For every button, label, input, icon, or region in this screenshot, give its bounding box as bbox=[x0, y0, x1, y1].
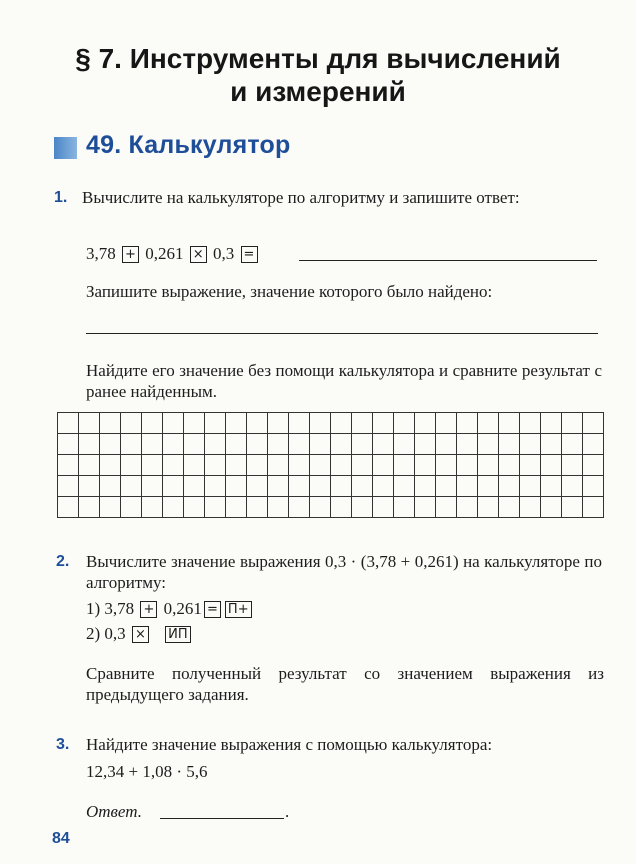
grid-cell bbox=[478, 476, 499, 497]
grid-cell bbox=[583, 476, 604, 497]
grid-cell bbox=[373, 455, 394, 476]
task1-prompt3: Найдите его значение без помощи калькулятора и сравните результат с ранее найденным. bbox=[86, 361, 602, 401]
grid-cell bbox=[184, 434, 205, 455]
task2-compare: Сравните полученный результат со значением выражения из предыдущего задания. bbox=[86, 664, 604, 704]
grid-cell bbox=[436, 434, 457, 455]
grid-cell bbox=[79, 455, 100, 476]
step1-operand-a: 3,78 bbox=[104, 599, 135, 618]
grid-cell bbox=[205, 413, 226, 434]
grid-cell bbox=[457, 413, 478, 434]
grid-cell bbox=[58, 434, 79, 455]
grid-cell bbox=[100, 413, 121, 434]
grid-cell bbox=[184, 497, 205, 518]
answer-label: Ответ. bbox=[86, 802, 142, 821]
answer-tail: . bbox=[285, 802, 290, 821]
grid-cell bbox=[163, 455, 184, 476]
chapter-title-line1: § 7. Инструменты для вычислений bbox=[75, 43, 561, 74]
task2-text: Вычислите значение выражения 0,3 · (3,78 + 0,261) на калькуляторе по алгоритму: bbox=[86, 552, 602, 592]
grid-cell bbox=[394, 497, 415, 518]
grid-cell bbox=[142, 476, 163, 497]
equals-key: = bbox=[241, 246, 258, 263]
grid-cell bbox=[457, 455, 478, 476]
equals-key: = bbox=[204, 601, 221, 618]
grid-cell bbox=[163, 476, 184, 497]
grid-cell bbox=[226, 413, 247, 434]
grid-cell bbox=[310, 455, 331, 476]
grid-cell bbox=[331, 455, 352, 476]
task3-number: 3. bbox=[56, 736, 70, 753]
grid-cell bbox=[163, 497, 184, 518]
grid-cell bbox=[415, 413, 436, 434]
grid-cell bbox=[268, 413, 289, 434]
grid-cell bbox=[331, 497, 352, 518]
step2-operand-a: 0,3 bbox=[104, 624, 126, 643]
grid-cell bbox=[562, 413, 583, 434]
step2-label: 2) bbox=[86, 624, 101, 643]
grid-cell bbox=[79, 434, 100, 455]
grid-cell bbox=[247, 413, 268, 434]
grid-cell bbox=[499, 455, 520, 476]
grid-cell bbox=[436, 455, 457, 476]
grid-cell bbox=[268, 455, 289, 476]
step1-label: 1) bbox=[86, 599, 101, 618]
grid-cell bbox=[142, 434, 163, 455]
grid-cell bbox=[436, 497, 457, 518]
grid-cell bbox=[352, 434, 373, 455]
memory-recall-key: ИП bbox=[165, 626, 191, 643]
grid-cell bbox=[58, 476, 79, 497]
answer-grid[interactable] bbox=[57, 412, 604, 518]
grid-cell bbox=[268, 434, 289, 455]
grid-cell bbox=[415, 434, 436, 455]
grid-cell bbox=[142, 497, 163, 518]
grid-cell bbox=[478, 455, 499, 476]
grid-cell bbox=[58, 413, 79, 434]
grid-cell bbox=[520, 455, 541, 476]
grid-cell bbox=[79, 497, 100, 518]
grid-cell bbox=[289, 434, 310, 455]
grid-cell bbox=[541, 434, 562, 455]
grid-cell bbox=[583, 455, 604, 476]
grid-cell bbox=[100, 455, 121, 476]
grid-cell bbox=[373, 434, 394, 455]
grid-cell bbox=[436, 413, 457, 434]
grid-cell bbox=[562, 434, 583, 455]
grid-cell bbox=[310, 434, 331, 455]
grid-cell bbox=[331, 434, 352, 455]
grid-cell bbox=[100, 434, 121, 455]
chapter-title-line2: и измерений bbox=[230, 76, 406, 107]
grid-cell bbox=[331, 413, 352, 434]
grid-cell bbox=[373, 413, 394, 434]
task1-algorithm bbox=[86, 243, 260, 264]
task1-text: Вычислите на калькуляторе по алгоритму и запишите ответ: bbox=[82, 188, 520, 207]
multiply-key: × bbox=[190, 246, 207, 263]
task1-number: 1. bbox=[54, 189, 68, 206]
grid-cell bbox=[163, 413, 184, 434]
grid-cell bbox=[247, 476, 268, 497]
grid-cell bbox=[58, 455, 79, 476]
task2-step1 bbox=[86, 598, 254, 619]
grid-cell bbox=[184, 413, 205, 434]
grid-cell bbox=[394, 434, 415, 455]
grid-cell bbox=[247, 497, 268, 518]
step1-operand-b: 0,261 bbox=[163, 599, 202, 618]
page-number: 84 bbox=[52, 830, 70, 847]
grid-cell bbox=[478, 434, 499, 455]
grid-cell bbox=[415, 497, 436, 518]
grid-cell bbox=[520, 476, 541, 497]
grid-cell bbox=[583, 413, 604, 434]
memory-add-key: П+ bbox=[225, 601, 252, 618]
grid-cell bbox=[457, 476, 478, 497]
grid-cell bbox=[121, 497, 142, 518]
grid-cell bbox=[247, 455, 268, 476]
plus-key: + bbox=[122, 246, 139, 263]
grid-cell bbox=[184, 476, 205, 497]
grid-cell bbox=[373, 497, 394, 518]
grid-cell bbox=[226, 497, 247, 518]
grid-cell bbox=[79, 413, 100, 434]
grid-cell bbox=[331, 476, 352, 497]
grid-cell bbox=[415, 455, 436, 476]
grid-cell bbox=[226, 455, 247, 476]
grid-cell bbox=[415, 476, 436, 497]
grid-cell bbox=[520, 497, 541, 518]
grid-cell bbox=[79, 476, 100, 497]
grid-cell bbox=[121, 476, 142, 497]
grid-cell bbox=[562, 497, 583, 518]
grid-cell bbox=[310, 413, 331, 434]
task1-answer-line[interactable] bbox=[299, 260, 597, 261]
grid-cell bbox=[100, 497, 121, 518]
operand-b: 0,261 bbox=[145, 244, 184, 263]
grid-cell bbox=[499, 413, 520, 434]
task3-text: Найдите значение выражения с помощью калькулятора: bbox=[86, 735, 493, 754]
grid-cell bbox=[562, 476, 583, 497]
grid-cell bbox=[541, 413, 562, 434]
grid-cell bbox=[205, 497, 226, 518]
grid-cell bbox=[541, 497, 562, 518]
grid-cell bbox=[394, 413, 415, 434]
grid-cell bbox=[562, 455, 583, 476]
task2-step2 bbox=[86, 623, 193, 644]
section-title: 49. Калькулятор bbox=[86, 131, 291, 159]
grid-cell bbox=[121, 455, 142, 476]
grid-cell bbox=[457, 497, 478, 518]
grid-cell bbox=[436, 476, 457, 497]
grid-cell bbox=[205, 476, 226, 497]
grid-cell bbox=[541, 455, 562, 476]
grid-cell bbox=[352, 413, 373, 434]
grid-cell bbox=[499, 434, 520, 455]
grid-cell bbox=[520, 413, 541, 434]
grid-cell bbox=[583, 434, 604, 455]
grid-cell bbox=[184, 455, 205, 476]
task3-expression: 12,34 + 1,08 · 5,6 bbox=[86, 762, 208, 781]
grid-cell bbox=[394, 476, 415, 497]
grid-cell bbox=[289, 476, 310, 497]
grid-cell bbox=[121, 413, 142, 434]
grid-cell bbox=[583, 497, 604, 518]
grid-cell bbox=[373, 476, 394, 497]
task1-expression-line[interactable] bbox=[86, 333, 598, 334]
grid-cell bbox=[289, 413, 310, 434]
grid-cell bbox=[457, 434, 478, 455]
grid-cell bbox=[352, 455, 373, 476]
grid-cell bbox=[163, 434, 184, 455]
plus-key: + bbox=[140, 601, 157, 618]
operand-c: 0,3 bbox=[213, 244, 235, 263]
task1-prompt2: Запишите выражение, значение которого было найдено: bbox=[86, 282, 493, 301]
grid-cell bbox=[205, 455, 226, 476]
grid-cell bbox=[289, 497, 310, 518]
grid-cell bbox=[478, 413, 499, 434]
grid-cell bbox=[352, 476, 373, 497]
operand-a: 3,78 bbox=[86, 244, 116, 263]
grid-cell bbox=[499, 497, 520, 518]
grid-cell bbox=[289, 455, 310, 476]
grid-cell bbox=[310, 476, 331, 497]
chapter-title bbox=[0, 42, 636, 108]
grid-cell bbox=[226, 476, 247, 497]
grid-cell bbox=[268, 476, 289, 497]
grid-cell bbox=[394, 455, 415, 476]
task3-answer-line[interactable] bbox=[160, 818, 284, 819]
grid-cell bbox=[247, 434, 268, 455]
grid-cell bbox=[58, 497, 79, 518]
grid-cell bbox=[226, 434, 247, 455]
grid-cell bbox=[142, 455, 163, 476]
grid-cell bbox=[142, 413, 163, 434]
grid-cell bbox=[499, 476, 520, 497]
grid-cell bbox=[205, 434, 226, 455]
grid-cell bbox=[100, 476, 121, 497]
grid-cell bbox=[541, 476, 562, 497]
grid-cell bbox=[520, 434, 541, 455]
grid-cell bbox=[478, 497, 499, 518]
grid-cell bbox=[268, 497, 289, 518]
grid-cell bbox=[121, 434, 142, 455]
grid-cell bbox=[310, 497, 331, 518]
task2-number: 2. bbox=[56, 553, 70, 570]
multiply-key: × bbox=[132, 626, 149, 643]
section-marker-icon bbox=[54, 137, 77, 159]
grid-cell bbox=[352, 497, 373, 518]
